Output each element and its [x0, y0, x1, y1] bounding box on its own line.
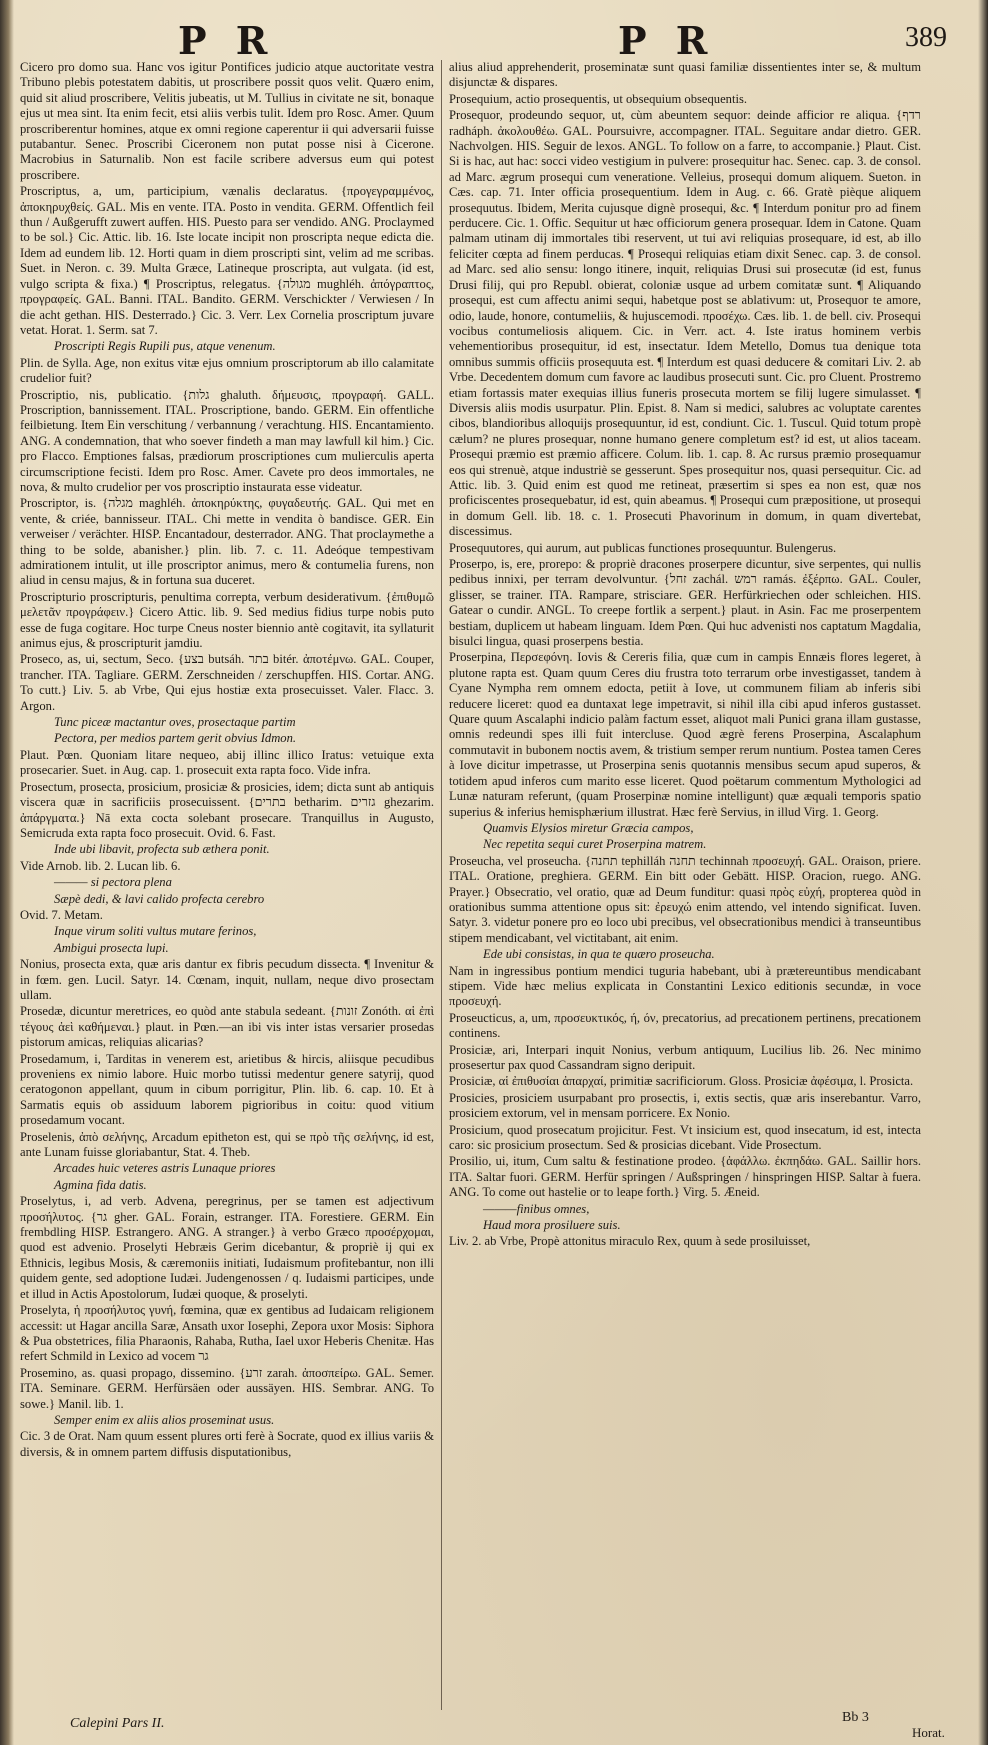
dictionary-entry: Proselenis, ἀπὸ σελήνης, Arcadum epitheton est, qui se πρὸ τῆς σελήνης, id est, ante Lunam fuisse gloriabantur, Stat. 4. Theb.: [20, 1129, 434, 1160]
dictionary-entry: Cic. 3 de Orat. Nam quum essent plures orti ferè à Socrate, quod ex illius variis & diversis, & in omnem partem diffusis disputationibus,: [20, 1429, 434, 1459]
verse-line: Tunc piceæ mactantur oves, prosectaque partim: [54, 715, 296, 730]
running-head-left: P R: [178, 18, 276, 63]
dictionary-entry: alius aliud apprehenderit, proseminatæ sunt quasi familiæ dissentientes inter se, & multum disjunctæ & dispares.: [449, 60, 921, 90]
verse-line: Arcades huic veteres astris Lunaque priores: [54, 1161, 276, 1176]
dictionary-entry: Prosedamum, i, Tarditas in venerem est, arietibus & hircis, aliisque pecudibus proveniens ex nimio labore. Huic morbo tutissi medentur genere satyrij, quod ceratogonon appellant, quum in cibum porrigitur, Plin. lib. 6. cap. 10. Et à Sarmatis equis ob assiduum laborem pigrioribus in coitu: quod vitium prosedamum vocant.: [20, 1051, 434, 1128]
verse-line: Sæpè dedi, & lavi calido profecta cerebro: [54, 891, 265, 906]
dictionary-entry: Plin. de Sylla. Age, non exitus vitæ ejus omnium proscriptorum ab illo calamitate crudelior fuit?: [20, 355, 434, 386]
dictionary-entry: Liv. 2. ab Vrbe, Propè attonitus miraculo Rex, quum à sede prosiluisset,: [449, 1234, 811, 1249]
dictionary-entry: Proscriptor, is. {מגלה maghléh. ἀποκηρύκτης, φυγαδευτής. GAL. Qui met en vente, & criée, bannisseur. ITAL. Chi mette in vendita ò bandisce. GER. Ein verweiser / verächter. HISP. Encantadour, desterrador. ANG. That proclaymethe a thing to be solde, abanisher.} plin. lib. 7. c. 11. Adeóque tempestivam admirationem intulit, ut ille proscriptor animus, mero & contumelia furens, non aliud in censu majus, & in fortuna sua duceret.: [20, 496, 434, 588]
dictionary-entry: Nam in ingressibus pontium mendici tuguria habebant, ubi à prætereuntibus mendicabant stipem. Vide hæc melius explicata in Constantini Lexico editionis secundæ, in voce προσευχή.: [449, 963, 921, 1009]
verse-line: Nec repetita sequi curet Proserpina matrem.: [483, 837, 707, 852]
dictionary-entry: Prosilio, ui, itum, Cum saltu & festinatione prodeo. {ἀφάλλω. ἐκπηδάω. GAL. Saillir hors. ITA. Saltar fuori. GERM. Herfür springen / Außspringen / hinspringen HISP. Saltar à fuera. ANG. To come out hastelie or to leape forth.} Virg. 5. Æneid.: [449, 1154, 921, 1200]
running-head-right: P R: [618, 18, 716, 63]
verse-line: Semper enim ex aliis alios proseminat usus.: [54, 1412, 275, 1427]
dictionary-entry: Proscriptus, a, um, participium, vænalis declaratus. {προγεγραμμένος, ἀποκηρυχθείς. GAL. Mis en vente. ITA. Posto in vendita. GERM. Offentlich feil thun / Außgerufft zuwert auffen. HIS. Puesto para ser vendido. ANG. Proclaymed to be sol.} Cic. Attic. lib. 16. Iste locate incipit non proscripta neque edicta die. Idem ad eundem lib. 12. Horti quam in diem proscripti sint, velim ad me scribas. Suet. in Neron. c. 39. Multa Græce, Latineque proscripta, aut vulgata. (id est, vulgo scripta & fixa.) ¶ Proscriptus, relegatus. {מגולה mughléh. ἀπόγραπτος, προγραφείς. GAL. Banni. ITAL. Bandito. GERM. Verschickter / Verwiesen / In die acht gethan. HIS. Desterrado.} Cic. 3. Verr. Lex Cornelia proscriptum juvare vetat. Horat. 1. Serm. sat 7.: [20, 184, 434, 337]
footer-volume: Calepini Pars II.: [70, 1716, 165, 1731]
dictionary-entry: Proselytus, i, ad verb. Advena, peregrinus, per se tamen est adjectivum προσήλυτος. {גר gher. GAL. Forain, estranger. ITA. Forestiere. GERM. Ein frembdling HISP. Estrangero. ANG. A stranger.} à verbo Græco προσέρχομαι, quod est advenio. Proselyti Hebræis Gerim dicebantur, & propriè ij qui ex Ethnicis, legibus Mosis, & cæremoniis initiati, Iudaismum profitebantur, non illi quidem gente, sed adoptione Iudæi. Judengenossen / q. Iudaismi participes, unde et illud in Actis Apostolorum, Iudæi quoque, & proselyti.: [20, 1194, 434, 1301]
dictionary-entry: Proseucticus, a, um, προσευκτικός, ή, όν, precatorius, ad precationem pertinens, precationem continens.: [449, 1010, 921, 1041]
dictionary-entry: Proscripturio proscripturis, penultima correpta, verbum desiderativum. {ἐπιθυμῶ μελετᾶν προγράφειν.} Cicero Attic. lib. 9. Sed medius fidius turpe nobis puto esse de fuga cogitare. Hoc turpe Cneus noster biennio antè cogitavit, ita syllaturit animus ejus, & proscripturit jamdiu.: [20, 589, 434, 651]
dictionary-entry: Prosedæ, dicuntur meretrices, eo quòd ante stabula sedeant. {זונות Zonóth. αἱ ἐπὶ τέγους ἀεὶ καθήμεναι.} plaut. in Pœn.—an ibi vis inter istas versarier prosedas pistorum amicas, reliquias alicarias?: [20, 1004, 434, 1050]
left-column: [20, 60, 434, 1715]
dictionary-entry: Nonius, prosecta exta, quæ aris dantur ex fibris pecudum dissecta. ¶ Invenitur & in fœm. gen. Lucil. Satyr. 14. Cœnam, inquit, nullam, neque divo prosectam ullam.: [20, 957, 434, 1002]
verse-line: Inque virum soliti vultus mutare ferinos,: [54, 924, 257, 939]
dictionary-entry: Prosequium, actio prosequentis, ut obsequium obsequentis.: [449, 91, 748, 106]
dictionary-entry: Prosicies, prosiciem usurpabant pro prosectis, i, extis sectis, quæ aris inserebantur. Varro, prosiciem extorum, vel in mensam porricere. Ex Nonio.: [449, 1090, 921, 1121]
dictionary-entry: Prosequutores, qui aurum, aut publicas functiones prosequuntur. Bulengerus.: [449, 540, 837, 555]
page-edge-right: [978, 0, 988, 1745]
dictionary-entry: Proserpina, Περσεφόνη. Iovis & Cereris filia, quæ cum in campis Ennæis flores legeret, à plutone rapta est. Quam quum Ceres diu frustra toto terrarum orbe investigasset, tandem à Cyane Nympha rem omnem edocta, petiit à Iove, ut communem filiam ab inferis sibi reducere liceret: quod ea duntaxat lege impetravit, si nihil illa cibi apud inferos gustasset. Quare quum Ascalaphi indicio palàm factum esset, aliquot mali Punici grana illam gustasse, omnis redeundi spes illi fuit intercluse. Quod ægrè ferens Proserpina, Ascalaphum commutavit in bubonem noctis avem, & tristium semper rerum nuntium. Postea tamen Ceres à Iove dicitur impetrasse, ut Proserpina senis quotannis mensibus secum apud superos, & totidem apud inferos cum marito esse liceret. Quod poëtarum commentum Mythologici ad Lunæ naturam referunt, (quam Proserpinæ nomine intelligunt) quæ æquali temporis spatio superius & inferius hemisphærium illustrat. Hæc ferè Servius, in illud Virg. 1. Georg.: [449, 650, 921, 819]
column-divider: [441, 60, 442, 1710]
verse-line: ——— si pectora plena: [54, 875, 172, 890]
dictionary-entry: Prosicium, quod prosecatum projicitur. Fest. Vt insicium est, quod insecatum, id est, intecta caro: sic prosicium prosectum. Sed & prosicias dicebant. Vide Prosectum.: [449, 1122, 921, 1153]
dictionary-entry: Proscriptio, nis, publicatio. {גלות ghaluth. δήμευσις, προγραφή. GALL. Proscription, bannissement. ITAL. Proscriptione, bando. GERM. Ein offentliche feilbietung. Item Ein verschitung / verbannung / verachtung. HIS. Encantamiento. ANG. A condemnation, that who soever findeth a man may lawfull kil him.} Cic. pro Flacco. Emptiones falsas, prædiorum proscriptiones cum mulierculis aperta circumscriptione fecisti. Idem pro Rosc. Amer. Cavete pro deos immortales, ne nova, & multo crudelior per vos proscriptio instaurata esse videatur.: [20, 387, 434, 494]
verse-line: Inde ubi libavit, profecta sub æthera ponit.: [54, 842, 270, 857]
dictionary-entry: Ovid. 7. Metam.: [20, 907, 103, 922]
dictionary-entry: Prosectum, prosecta, prosicium, prosiciæ & prosicies, idem; dicta sunt ab antiquis viscera quæ in sacrificiis prosecuissent. {בתרים betharim. גזרים ghezarim. ἀπάργματα.} Nā exta cocta solebant prosecare. Tranquillus in Augusto, Semicruda exta rapta foco prosecuit. Ovid. 6. Fast.: [20, 779, 434, 840]
verse-line: Pectora, per medios partem gerit obvius Idmon.: [54, 731, 297, 746]
catchword: Horat.: [912, 1725, 945, 1740]
dictionary-entry: Prosiciæ, ari, Interpari inquit Nonius, verbum antiquum, Lucilius lib. 26. Nec minimo prosesertur pax quod Cassandram signo deripuit.: [449, 1042, 921, 1072]
dictionary-entry: Prosequor, prodeundo sequor, ut, cùm abeuntem sequor: deinde afficior re aliqua. {רדף radháph. ἀκολουθέω. GAL. Poursuivre, accompagner. ITAL. Seguitare andar dietro. GER. Nachvolgen. HIS. Seguir de lexos. ANGL. To follow on a farre, to accompanie.} Plaut. Cist. Si is hac, aut hac: socci video vestigium in pulvere: prosequitur hac. Senec. cap. 3. de consol. ad Marc. ægrum prosequi cum veneratione. Velleius, prosequi domum aliquem. Sueton. in Cæs. cap. 71. Inter officia prosequentium. Idem in Aug. c. 66. Gratè pièque aliquem prosequutus. Ibidem, Merita cujusque dignè prosequi, &c. ¶ Interdum ponitur pro ad finem perducere. Cic. 1. Offic. Sequitur ut hæc officiorum genera prosequar. Idem in Catone. Quam palmam utinam dij immortales tibi reservent, ut tui avi reliquias prosequare, id est, ab illo feliciter cœpta ad finem perducas. ¶ Prosequi reliquias etiam dixit Senec. cap. 3. de consol. ad Marc. sed alio sensu: longo itinere, inquit, reliquias Drusi sui prosecutæ (id est, funus Drusi filij, qui pro Republ. obierat, coloniæ usque ad urbem comitatæ sunt. ¶ Aliquando prosequi, est cum affectu animi sequi, habetque post se ablativum: ut, Prosequor te amore, odio, laude, honore, contumeliis, & hujuscemodi. προσέχω. Cæs. lib. 1. de bell. civ. Prosequi vocibus contumeliosis aliquem. Cic. in Verr. act. 4. Iste iratus hominem verbis vehementioribus prosequitur, id est, insectatur. Idem Metello, Domus tua denique tota omnibus summis officiis prosequuta est. ¶ Interdum est quasi deducere & comitari Liv. 2. ab Vrbe. Decedentem domum cum favore ac laudibus prosecuti sunt. Cic. pro Cluent. Prostremo etiam fortassis mater exequias illius funeris prosecuta mortem se filij lugere simulasset. ¶ Diversis aliis modis usurpatur. Plin. Epist. 8. Nam si medici, salubres ac voluptate carentes cibos, blandioribus alloquijs prosequuntur, id est, condiunt. Cic. 1. Tuscul. Quid totum propè cælum? ne plures prosequar, nonne humano genere completum est? id est, ut alios taceam. Prosequi præmio est præmio afficere. Colum. lib. 1. cap. 8. Ac rursus præmio prosequamur eos qui strenuè, atque industriè se gesserunt. Spes prosequitur nos, quasi persequitur. Cic. ad Attic. lib. 3. Quid enim est quod me retineat, præsertim si spes ea non est, quæ nos proficiscentes prosequebatur, id est, quin abeamus. ¶ Prosequi cum præpositione, ut prosequi in domum Gell. lib. 18. c. 1. Prosecuti Phavorinum in domum, in quam divertebat, discessimus.: [449, 108, 921, 539]
verse-line: Haud mora prosiluere suis.: [483, 1218, 621, 1233]
dictionary-entry: Prosemino, as. quasi propago, dissemino. {זרע zarah. ἀποσπείρω. GAL. Semer. ITA. Seminare. GERM. Herfürsäen oder aussäyen. HIS. Sembrar. ANG. To sowe.} Manil. lib. 1.: [20, 1365, 434, 1411]
dictionary-entry: Proseucha, vel proseucha. {תחנה tephilláh תחנה techinnah προσευχή. GAL. Oraison, priere. ITAL. Oratione, preghiera. GERM. Ein bitt oder Gebätt. HISP. Oracion, ruego. ANG. Prayer.} Obsecratio, vel oratio, quæ ad Deum funditur: quasi πρὸς εὐχή, propterea quòd in orationibus summa attentione opus sit: ἐρευχώ enim attendo, vel intendo significat. Iuven. Satyr. 3. videtur ponere pro eo loco ubi precibus, vel obsecrationibus mendici à transeuntibus stipem mendicabant, vel victitabant, ait enim.: [449, 853, 921, 945]
dictionary-entry: Proseco, as, ui, sectum, Seco. {בצע butsáh. בתר bitér. ἀποτέμνω. GAL. Couper, trancher. ITA. Tagliare. GERM. Zerschneiden / zerschupffen. HIS. Cortar. ANG. To cutt.} Liv. 5. ab Vrbe, Qui ejus hostiæ exta prosecuisset. Valer. Flacc. 3. Argon.: [20, 652, 434, 713]
page-edge-left: [0, 0, 14, 1745]
verse-line: ———finibus omnes,: [483, 1201, 590, 1216]
verse-line: Quamvis Elysios miretur Græcia campos,: [483, 820, 694, 835]
signature-mark: Bb 3: [842, 1710, 869, 1725]
dictionary-entry: Plaut. Pœn. Quoniam litare nequeo, abij illinc illico Iratus: vetuique exta prosecarier. Suet. in Aug. cap. 1. prosecuit exta rapta foco. Vide infra.: [20, 747, 434, 778]
dictionary-entry: Proserpo, is, ere, prorepo: & propriè dracones proserpere dicuntur, sive serpentes, qui nullis pedibus innixi, per terram devolvuntur. {זחל zachál. רמש ramás. ἐξέρπω. GAL. Couler, glisser, se trainer. ITA. Rampare, strisciare. GER. Herfürkriechen oder schleichen. HIS. Gatear o cundir. ANGL. To creepe fortlik a serpent.} plaut. in Asin. Fac me proserpentem bestiam, duplicem ut habeam linguam. Idem Pœn. Qui huc advenisti nos captatum Magdalia, bisulci lingua, quasi proserpens bestia.: [449, 557, 921, 649]
page-number: 389: [905, 22, 947, 53]
verse-line: Ede ubi consistas, in qua te quæro proseucha.: [483, 947, 715, 962]
verse-line: Ambigui prosecta lupi.: [54, 940, 169, 955]
verse-line: Proscripti Regis Rupili pus, atque venenum.: [54, 339, 276, 354]
right-column: [449, 60, 921, 1715]
dictionary-entry: Vide Arnob. lib. 2. Lucan lib. 6.: [20, 858, 181, 873]
dictionary-entry: Prosiciæ, αἱ ἐπιθυσίαι ἀπαρχαί, primitiæ sacrificiorum. Gloss. Prosiciæ ἀφέσιμα, l. Prosicta.: [449, 1074, 914, 1089]
dictionary-entry: Proselyta, ἡ προσήλυτος γυνή, fœmina, quæ ex gentibus ad Iudaicam religionem accessit: ut Hagar ancilla Saræ, Ansath uxor Iosephi, Zepora uxor Mosis: Siphora & Pua obstetrices, filia Pharaonis, Rahaba, Rutha, Iael uxor Heberis Chenitæ. Has refert Schmild in Lexico ad vocem גר: [20, 1303, 434, 1364]
verse-line: Agmina fida datis.: [54, 1177, 147, 1192]
dictionary-entry: Cicero pro domo sua. Hanc vos igitur Pontifices judicio atque auctoritate vestra Tribuno plebis potestatem dabitis, ut proscribere possit quos velit. Quæro enim, quid sit aliud proscribere, Velitis jubeatis, ut M. Tullius in civitate ne sit, bonaque ejus ut mea sint. Ita enim fecit, etsi aliis verbis tulit. Idem pro Rosc. Amer. Quum proscriberentur homines, atque ex omni regione caperentur ii qui adversarii fuisse putabantur. Senec. Proscribi Ciceronem non putat posse nisi à Cicerone. Macrobius in Saturnalib. Non est facile scribere adversus eum qui potest proscribere.: [20, 60, 434, 182]
